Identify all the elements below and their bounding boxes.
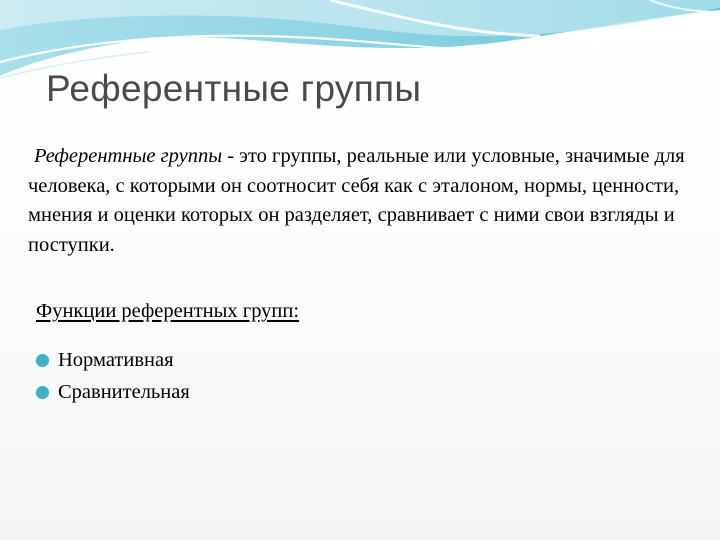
list-item-label: Нормативная: [58, 348, 174, 371]
list-item-label: Сравнительная: [58, 380, 190, 403]
functions-heading: Функции референтных групп:: [36, 300, 300, 322]
list-item: [36, 376, 190, 408]
functions-list: [36, 344, 190, 408]
definition-text: - это группы, реальные или условные, значимые для человека, с которыми он соотносит себя как с эталоном, нормы, ценности, мнения и оценки которых он разделяет, сравнивает с ними свои взгляды и поступки.: [28, 145, 685, 256]
bullet-icon: [36, 386, 49, 399]
definition-term: Референтные группы: [34, 145, 223, 167]
slide-title: Референтные группы: [46, 68, 422, 109]
definition-paragraph: [28, 142, 688, 260]
bullet-icon: [36, 354, 49, 367]
list-item: [36, 344, 190, 376]
